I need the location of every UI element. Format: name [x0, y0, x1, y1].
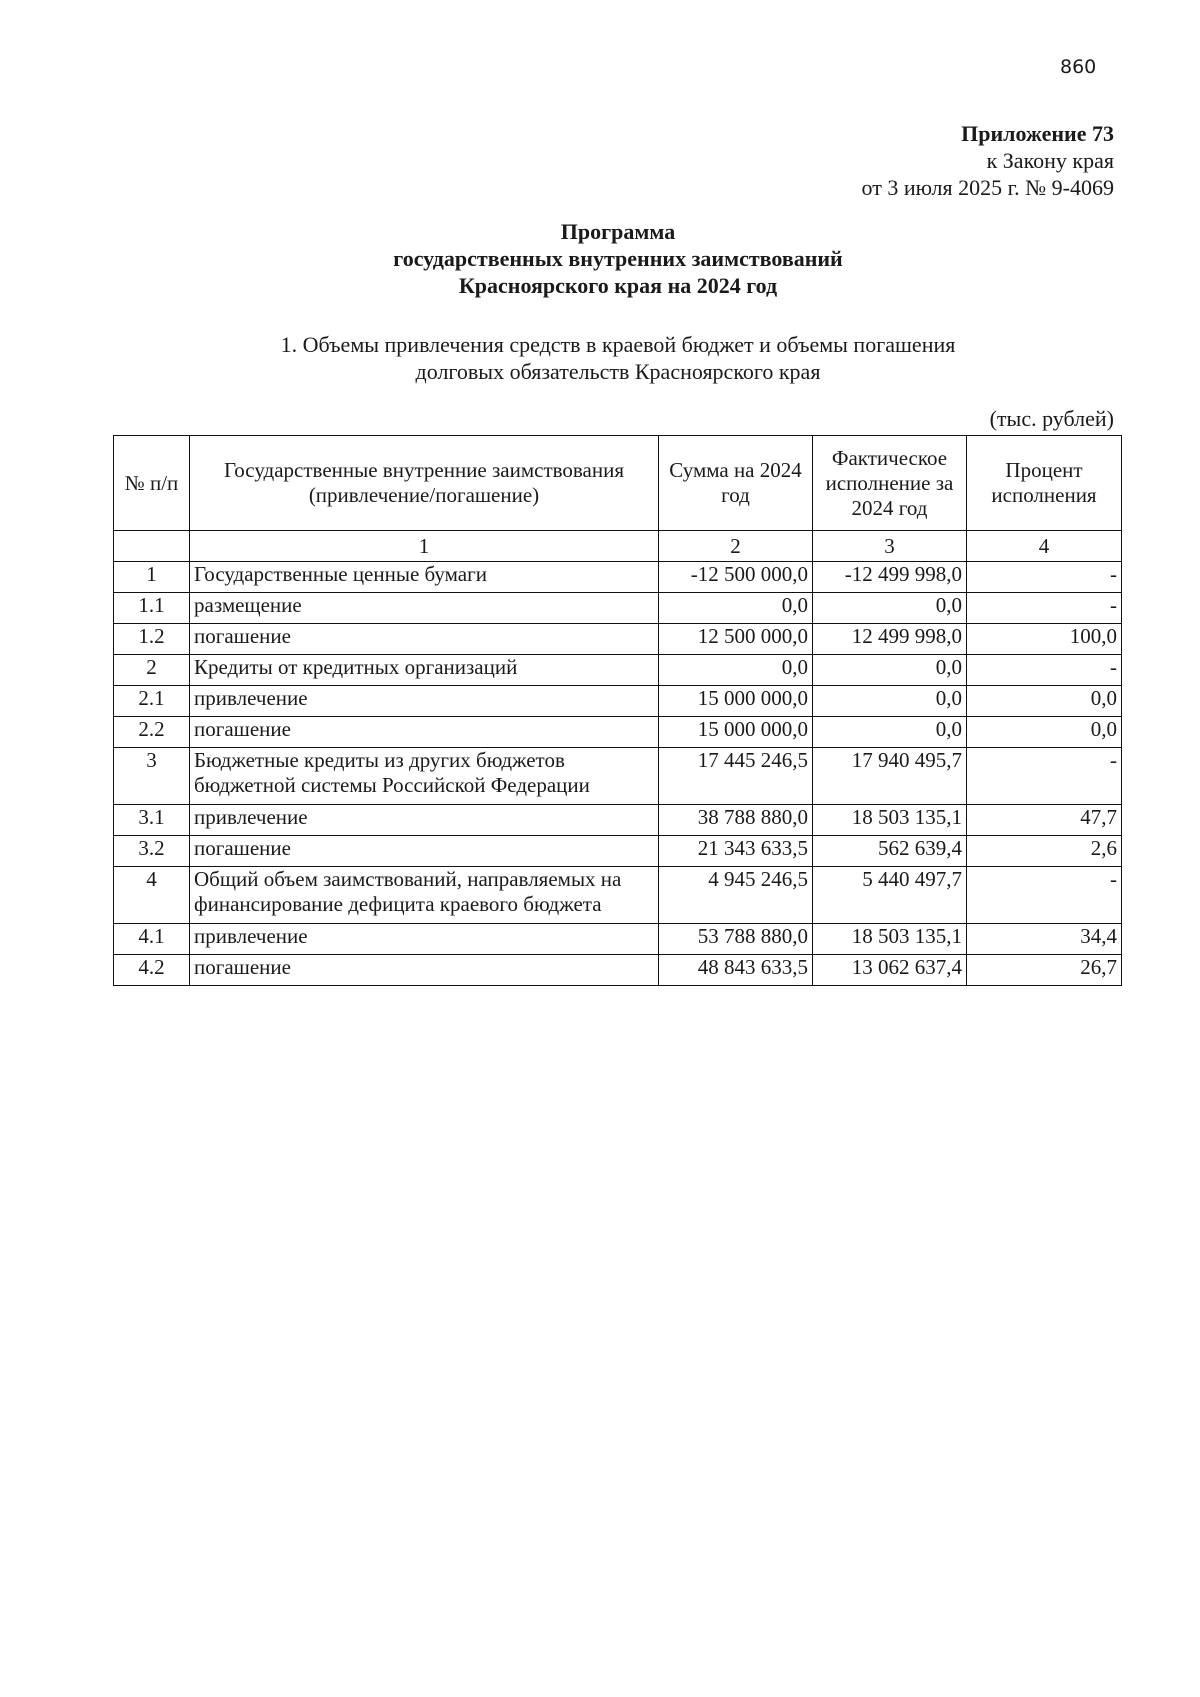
row-name: погашение	[190, 717, 659, 748]
row-name: Кредиты от кредитных организаций	[190, 655, 659, 686]
row-planned: 48 843 633,5	[659, 955, 813, 986]
appendix-block	[862, 120, 1114, 201]
row-actual: 0,0	[813, 593, 967, 624]
appendix-law-ref: к Закону края	[986, 148, 1114, 173]
row-num: 1	[114, 562, 190, 593]
row-actual: 0,0	[813, 717, 967, 748]
table-row	[114, 836, 1122, 867]
column-number-empty	[114, 531, 190, 562]
table-row	[114, 655, 1122, 686]
row-name: погашение	[190, 836, 659, 867]
row-percent: 100,0	[967, 624, 1122, 655]
row-planned: 15 000 000,0	[659, 717, 813, 748]
row-percent: -	[967, 593, 1122, 624]
row-planned: 21 343 633,5	[659, 836, 813, 867]
column-number: 1	[190, 531, 659, 562]
document-title-line-3: Красноярского края на 2024 год	[458, 273, 778, 298]
row-percent: -	[967, 748, 1122, 805]
column-number: 2	[659, 531, 813, 562]
row-num: 1.2	[114, 624, 190, 655]
table-header-row	[114, 436, 1122, 531]
row-planned: 15 000 000,0	[659, 686, 813, 717]
column-numbering-row	[114, 531, 1122, 562]
row-percent: 34,4	[967, 924, 1122, 955]
row-name: размещение	[190, 593, 659, 624]
row-actual: 12 499 998,0	[813, 624, 967, 655]
borrowing-table	[113, 435, 1122, 986]
header-actual: Фактическое исполнение за 2024 год	[813, 436, 967, 531]
row-actual: 18 503 135,1	[813, 805, 967, 836]
table-row	[114, 593, 1122, 624]
row-num: 3	[114, 748, 190, 805]
document-title-line-1: Программа	[560, 219, 676, 244]
row-num: 3.1	[114, 805, 190, 836]
header-num: № п/п	[114, 436, 190, 531]
row-percent: 0,0	[967, 686, 1122, 717]
row-num: 4	[114, 867, 190, 924]
column-number: 4	[967, 531, 1122, 562]
row-num: 4.2	[114, 955, 190, 986]
row-actual: 13 062 637,4	[813, 955, 967, 986]
row-planned: 0,0	[659, 655, 813, 686]
table-row	[114, 624, 1122, 655]
document-title-line-2: государственных внутренних заимствований	[393, 246, 843, 271]
table-row	[114, 867, 1122, 924]
row-percent: -	[967, 867, 1122, 924]
row-name: Общий объем заимствований, направляемых на финансирование дефицита краевого бюджета	[190, 867, 659, 924]
table-row	[114, 748, 1122, 805]
section-title	[0, 331, 1200, 385]
row-percent: 2,6	[967, 836, 1122, 867]
row-num: 2.2	[114, 717, 190, 748]
header-percent: Процент исполнения	[967, 436, 1122, 531]
column-number: 3	[813, 531, 967, 562]
row-percent: -	[967, 655, 1122, 686]
row-planned: 0,0	[659, 593, 813, 624]
row-planned: 38 788 880,0	[659, 805, 813, 836]
row-num: 2	[114, 655, 190, 686]
row-name: погашение	[190, 624, 659, 655]
row-planned: -12 500 000,0	[659, 562, 813, 593]
page-number: 860	[1060, 56, 1097, 78]
row-actual: 17 940 495,7	[813, 748, 967, 805]
header-name: Государственные внутренние заимствования (привлечение/погашение)	[190, 436, 659, 531]
table-row	[114, 562, 1122, 593]
appendix-title: Приложение 73	[961, 121, 1114, 146]
section-title-line-1: 1. Объемы привлечения средств в краевой бюджет и объемы погашения	[280, 332, 956, 357]
row-planned: 53 788 880,0	[659, 924, 813, 955]
table-row	[114, 717, 1122, 748]
row-actual: 18 503 135,1	[813, 924, 967, 955]
row-actual: 0,0	[813, 655, 967, 686]
row-num: 3.2	[114, 836, 190, 867]
row-num: 1.1	[114, 593, 190, 624]
row-actual: 0,0	[813, 686, 967, 717]
row-percent: 47,7	[967, 805, 1122, 836]
table-row	[114, 805, 1122, 836]
row-percent: 0,0	[967, 717, 1122, 748]
row-percent: 26,7	[967, 955, 1122, 986]
row-name: привлечение	[190, 686, 659, 717]
header-planned: Сумма на 2024 год	[659, 436, 813, 531]
row-actual: 562 639,4	[813, 836, 967, 867]
table-row	[114, 924, 1122, 955]
document-title	[0, 218, 1200, 299]
row-actual: -12 499 998,0	[813, 562, 967, 593]
row-num: 4.1	[114, 924, 190, 955]
table-row	[114, 955, 1122, 986]
row-name: Государственные ценные бумаги	[190, 562, 659, 593]
row-planned: 17 445 246,5	[659, 748, 813, 805]
row-actual: 5 440 497,7	[813, 867, 967, 924]
section-title-line-2: долговых обязательств Красноярского края	[415, 359, 821, 384]
row-planned: 4 945 246,5	[659, 867, 813, 924]
row-name: Бюджетные кредиты из других бюджетов бюджетной системы Российской Федерации	[190, 748, 659, 805]
row-name: привлечение	[190, 924, 659, 955]
row-name: привлечение	[190, 805, 659, 836]
units-label: (тыс. рублей)	[989, 406, 1114, 431]
row-planned: 12 500 000,0	[659, 624, 813, 655]
row-name: погашение	[190, 955, 659, 986]
table-row	[114, 686, 1122, 717]
row-percent: -	[967, 562, 1122, 593]
appendix-law-date: от 3 июля 2025 г. № 9-4069	[861, 175, 1114, 200]
row-num: 2.1	[114, 686, 190, 717]
